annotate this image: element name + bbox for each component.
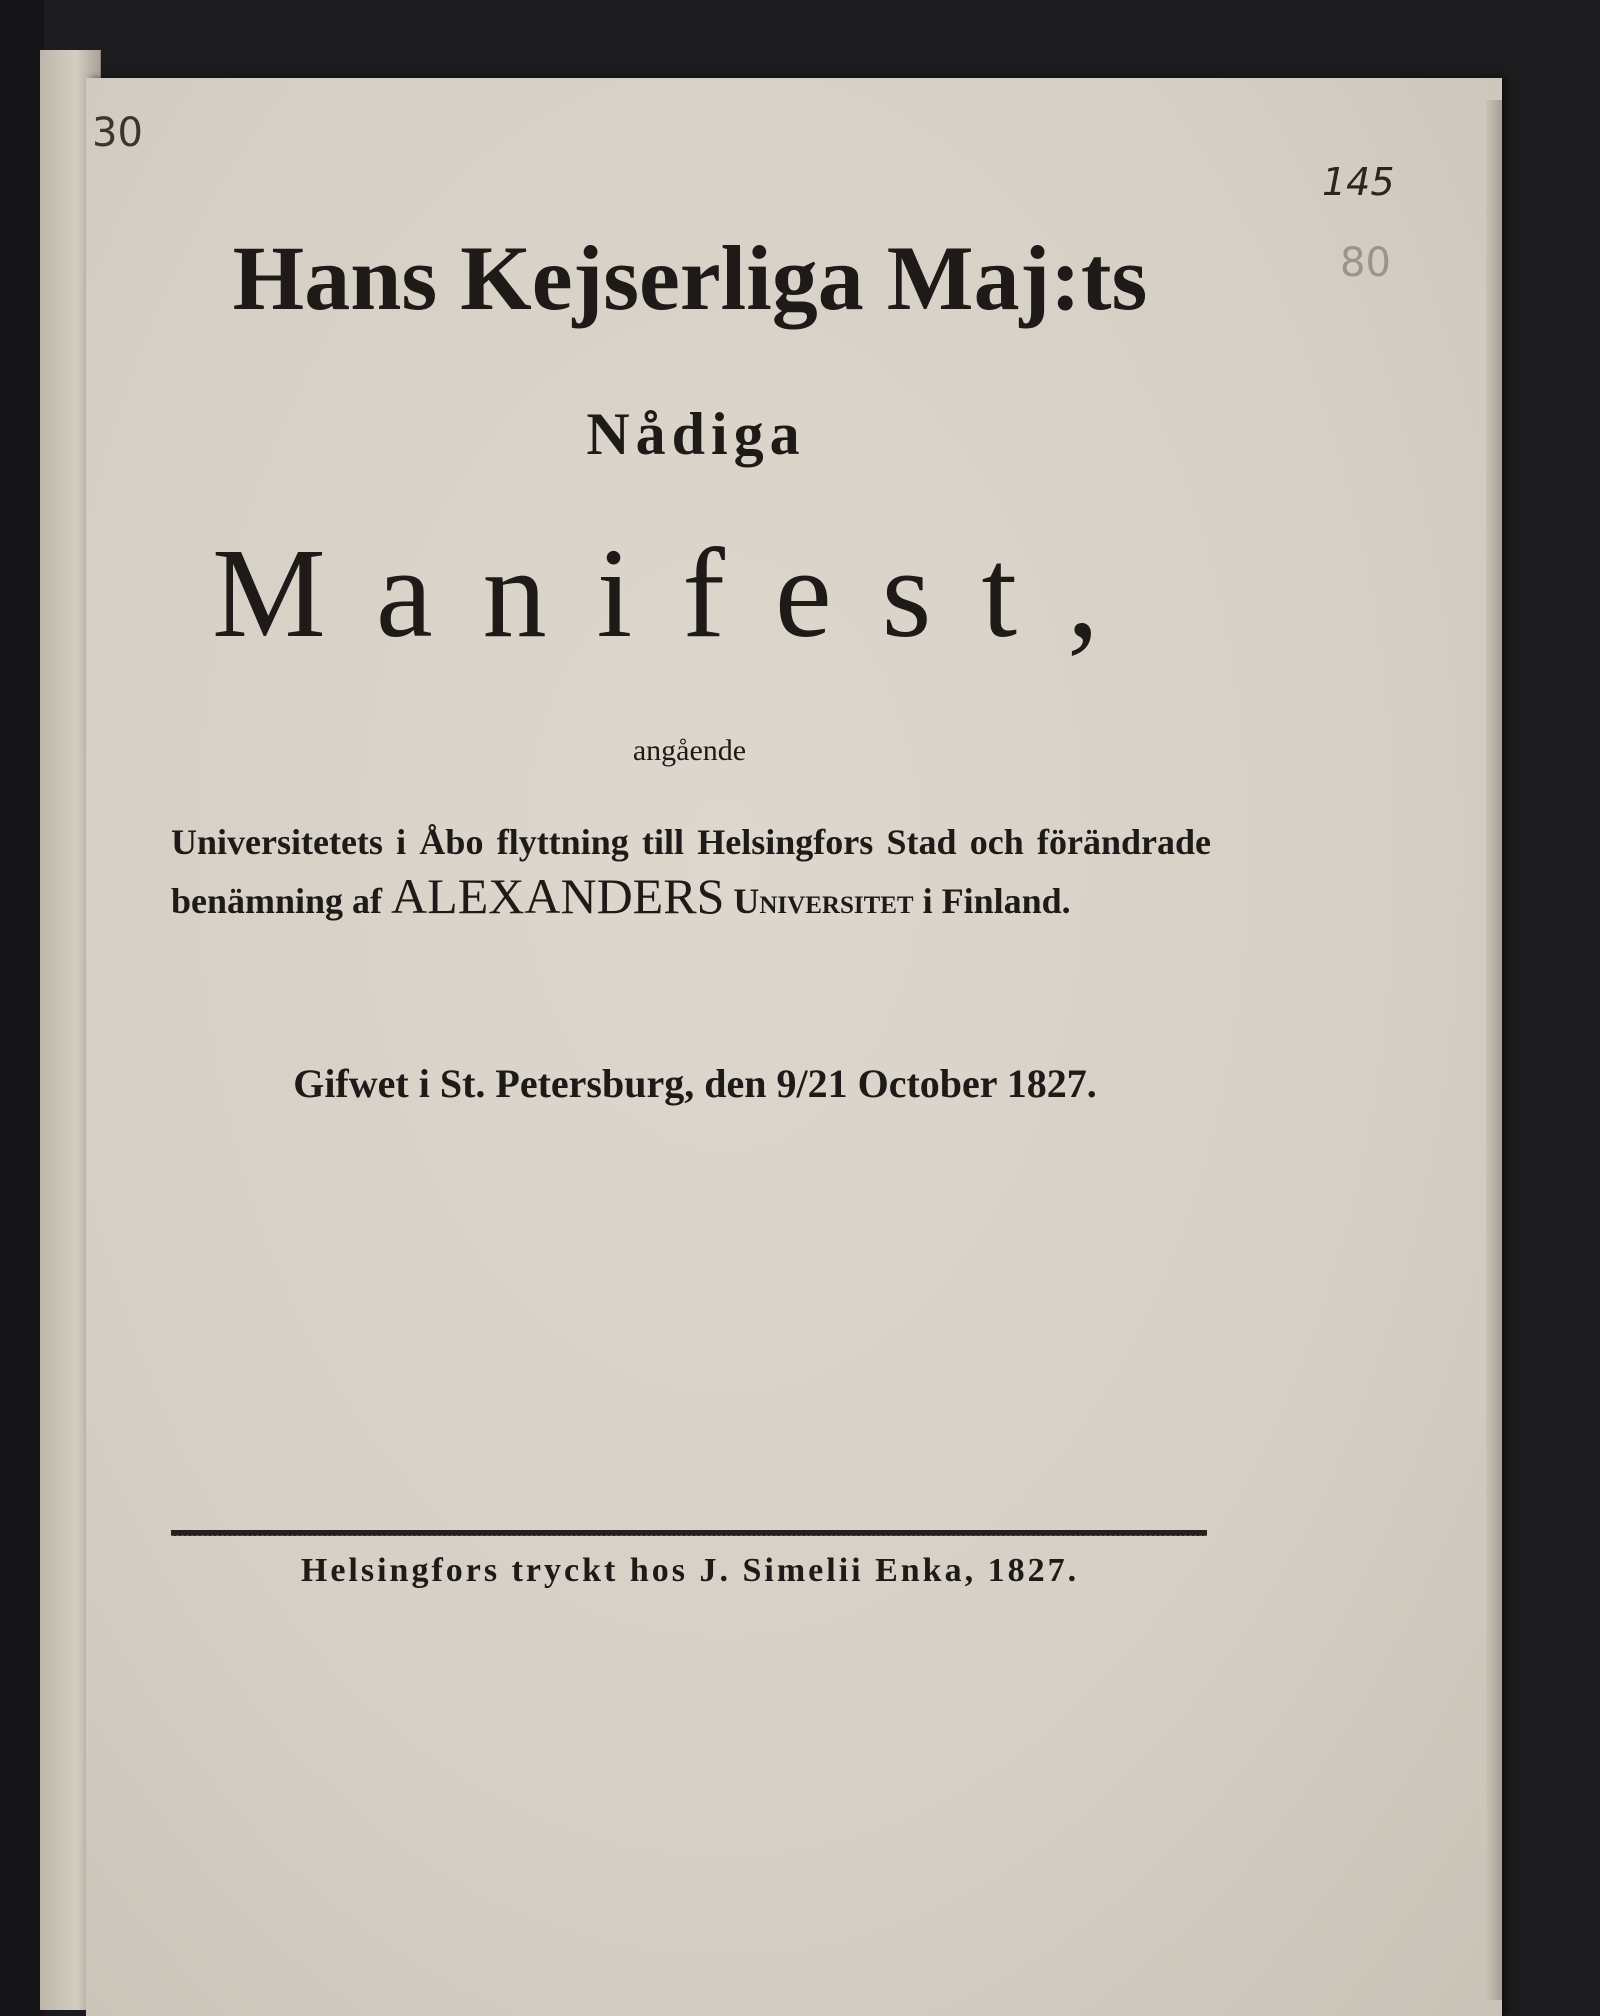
handwritten-number-ink: 145 xyxy=(1322,160,1395,204)
handwritten-number: 30 xyxy=(92,110,143,156)
book-binding xyxy=(0,0,44,2016)
university-word: Universitet xyxy=(733,881,914,921)
description-paragraph xyxy=(171,815,1211,928)
university-name: ALEXANDERS xyxy=(391,868,725,924)
title-line-1: Hans Kejserliga Maj:ts xyxy=(232,227,1148,329)
divider-rule xyxy=(171,1530,1207,1536)
title-page xyxy=(86,78,1502,2016)
title-subtitle: angående xyxy=(632,734,747,767)
pencil-number: 80 xyxy=(1340,240,1391,286)
description-text: Universitetets i Åbo flyttning till Helsingfors Stad och förändrade benämning af xyxy=(171,822,1211,921)
date-line: Gifwet i St. Petersburg, den 9/21 October 1827. xyxy=(293,1061,1097,1106)
printer-imprint: Helsingfors tryckt hos J. Simelii Enka, 1827. xyxy=(300,1552,1080,1589)
title-line-2: Nådiga xyxy=(586,401,806,467)
page-stack-edge xyxy=(1486,100,1502,2000)
description-end: i Finland. xyxy=(922,881,1071,921)
title-main: Manifest, xyxy=(212,522,1149,664)
